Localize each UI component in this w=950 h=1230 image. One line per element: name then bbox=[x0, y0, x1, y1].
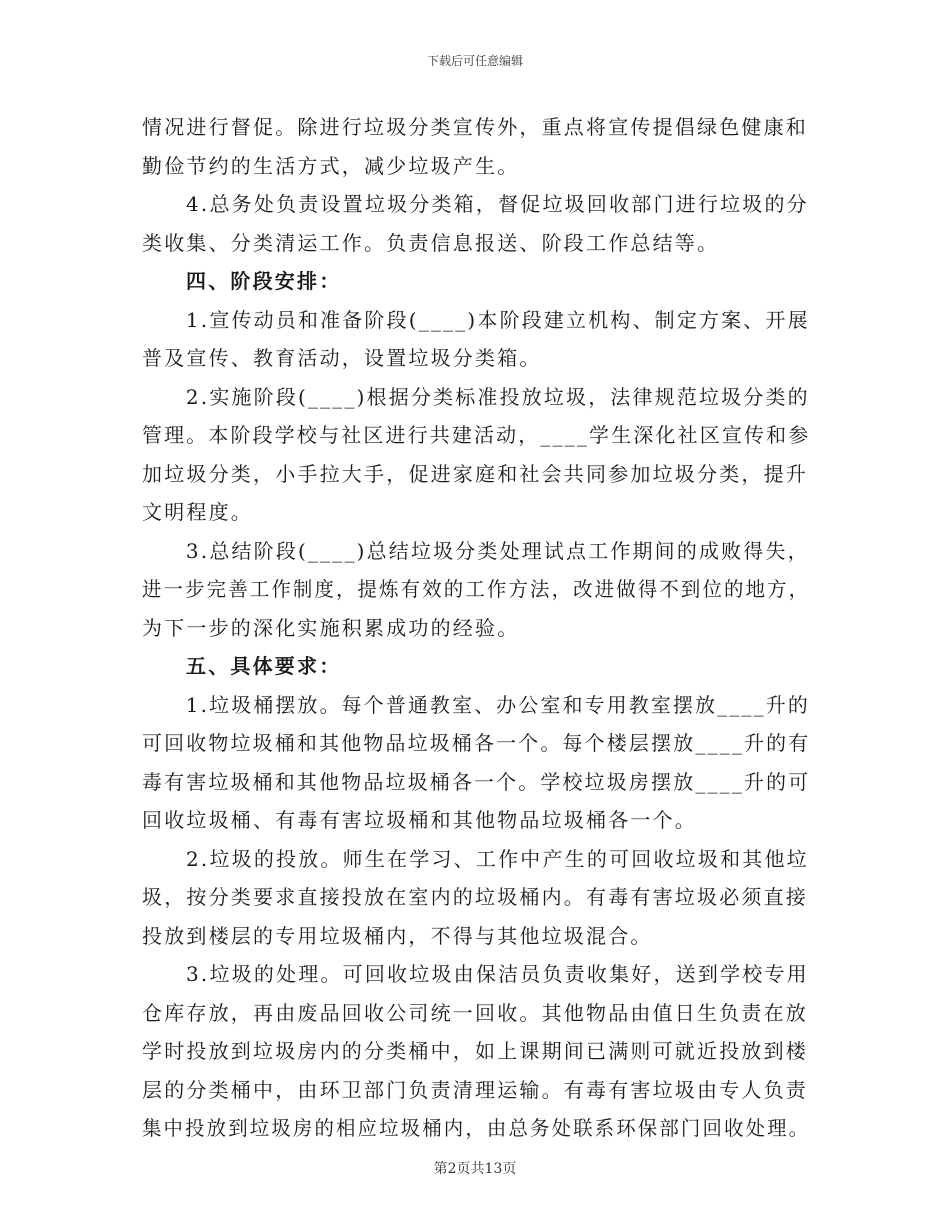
paragraph-line: 情况进行督促。除进行垃圾分类宣传外，重点将宣传提倡绿色健康和 bbox=[142, 115, 808, 139]
paragraph-line: 集中投放到垃圾房的相应垃圾桶内，由总务处联系环保部门回收处理。 bbox=[142, 1116, 811, 1140]
paragraph-line: 加垃圾分类，小手拉大手，促进家庭和社会共同参加垃圾分类，提升 bbox=[142, 461, 808, 486]
paragraph-line: 1.垃圾桶摆放。每个普通教室、办公室和专用教室摆放____升的 bbox=[185, 692, 810, 717]
paragraph-line: 普及宣传、教育活动，设置垃圾分类箱。 bbox=[142, 346, 542, 370]
paragraph-line: 回收垃圾桶、有毒有害垃圾桶和其他物品垃圾桶各一个。 bbox=[142, 808, 697, 832]
paragraph-line: 类收集、分类清运工作。负责信息报送、阶段工作总结等。 bbox=[142, 230, 720, 255]
paragraph-line: 勤俭节约的生活方式，减少垃圾产生。 bbox=[142, 153, 520, 178]
paragraph-line: 文明程度。 bbox=[142, 500, 253, 524]
paragraph-line: 3.垃圾的处理。可回收垃圾由保洁员负责收集好，送到学校专用 bbox=[186, 962, 809, 986]
paragraph-line: 仓库存放，再由废品回收公司统一回收。其他物品由值日生负责在放 bbox=[142, 1000, 808, 1025]
paragraph-line: 2.垃圾的投放。师生在学习、工作中产生的可回收垃圾和其他垃 bbox=[186, 846, 809, 871]
paragraph-line: 为下一步的深化实施积累成功的经验。 bbox=[142, 615, 520, 640]
paragraph-line: 管理。本阶段学校与社区进行共建活动，____学生深化社区宣传和参 bbox=[142, 423, 811, 447]
paragraph-line: 投放到楼层的专用垃圾桶内，不得与其他垃圾混合。 bbox=[142, 923, 653, 948]
paragraph-line: 进一步完善工作制度，提炼有效的工作方法，改进做得不到位的地方， bbox=[142, 577, 811, 601]
paragraph-line: 1.宣传动员和准备阶段(____)本阶段建立机构、制定方案、开展 bbox=[185, 307, 810, 332]
section-heading: 四、阶段安排： bbox=[186, 269, 342, 293]
page-number: 第2页共13页 bbox=[433, 1161, 517, 1177]
paragraph-line: 4.总务处负责设置垃圾分类箱，督促垃圾回收部门进行垃圾的分 bbox=[186, 192, 809, 216]
page-header: 下载后可任意编辑 bbox=[426, 54, 523, 68]
paragraph-line: 2.实施阶段(____)根据分类标准投放垃圾，法律规范垃圾分类的 bbox=[185, 384, 810, 409]
section-heading: 五、具体要求： bbox=[186, 654, 342, 678]
paragraph-line: 3.总结阶段(____)总结垃圾分类处理试点工作期间的成败得失， bbox=[185, 538, 810, 563]
paragraph-line: 毒有害垃圾桶和其他物品垃圾桶各一个。学校垃圾房摆放____升的可 bbox=[142, 769, 811, 794]
paragraph-line: 圾，按分类要求直接投放在室内的垃圾桶内。有毒有害垃圾必须直接 bbox=[142, 885, 808, 909]
paragraph-line: 学时投放到垃圾房内的分类桶中，如上课期间已满则可就近投放到楼 bbox=[142, 1039, 808, 1063]
document-body bbox=[142, 108, 810, 1148]
paragraph-line: 层的分类桶中，由环卫部门负责清理运输。有毒有害垃圾由专人负责 bbox=[142, 1077, 808, 1102]
paragraph-line: 可回收物垃圾桶和其他物品垃圾桶各一个。每个楼层摆放____升的有 bbox=[142, 731, 811, 755]
